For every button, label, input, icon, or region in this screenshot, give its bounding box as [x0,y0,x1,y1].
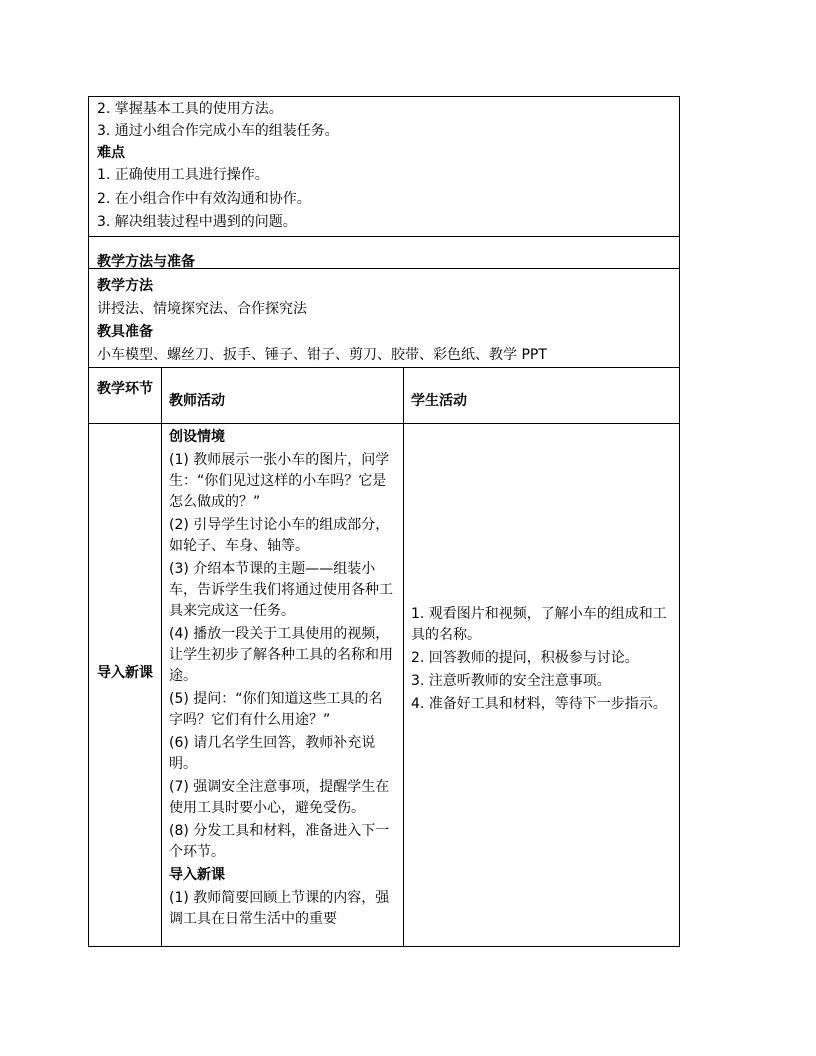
teacher-item: (8) 分发工具和材料，准备进入下一个环节。 [169,823,390,860]
student-item: 1. 观看图片和视频，了解小车的组成和工具的名称。 [411,606,667,643]
teacher-item: (4) 播放一段关于工具使用的视频，让学生初步了解各种工具的名称和用途。 [169,626,393,684]
methods-section-title: 教学方法与准备 [97,254,195,270]
teacher-item: (1) 教师展示一张小车的图片，问学生：“你们见过这样的小车吗？它是怎么做成的？” [169,452,390,510]
methods-text: 讲授法、情境探究法、合作探究法 [97,301,307,317]
difficulty-item-3: 3. 解决组装过程中遇到的问题。 [97,214,297,230]
teacher-activity [169,427,395,932]
header-teacher: 教师活动 [169,393,225,409]
teacher-item: (2) 引导学生讨论小车的组成部分，如轮子、车身、轴等。 [169,517,390,554]
teacher-item: (7) 强调安全注意事项，提醒学生在使用工具时要小心，避免受伤。 [169,779,390,816]
student-item: 3. 注意听教师的安全注意事项。 [411,673,611,689]
teacher-item: (6) 请几名学生回答，教师补充说明。 [169,735,376,772]
goals-row [89,97,679,236]
student-activity [411,604,667,717]
tools-text: 小车模型、螺丝刀、扳手、锤子、钳子、剪刀、胶带、彩色纸、教学 PPT [97,347,547,363]
teacher-item: (1) 教师简要回顾上节课的内容，强调工具在日常生活中的重要 [169,890,390,927]
column-divider [403,368,404,423]
teacher-heading-scenario: 创设情境 [169,429,225,445]
column-divider [161,368,162,423]
column-divider [403,424,404,946]
methods-heading: 教学方法 [97,278,153,294]
difficulty-item-2: 2. 在小组合作中有效沟通和协作。 [97,191,311,207]
goal-item-2: 2. 掌握基本工具的使用方法。 [97,101,283,117]
student-item: 2. 回答教师的提问，积极参与讨论。 [411,650,639,666]
methods-title-row [89,236,679,268]
header-stage: 教学环节 [97,381,153,397]
teacher-item: (3) 介绍本节课的主题——组装小车，告诉学生我们将通过使用各种工具来完成这一任务。 [169,561,393,619]
teacher-heading-intro: 导入新课 [169,867,225,883]
table-header-row [89,367,679,423]
teacher-item: (5) 提问：“你们知道这些工具的名字吗？它们有什么用途？” [169,691,383,728]
intro-row [89,423,679,946]
lesson-plan-table [88,96,680,947]
tools-heading: 教具准备 [97,324,153,340]
stage-label: 导入新课 [97,665,153,681]
student-item: 4. 准备好工具和材料，等待下一步指示。 [411,696,667,712]
column-divider [161,424,162,946]
difficulty-item-1: 1. 正确使用工具进行操作。 [97,167,269,183]
difficulty-heading: 难点 [97,145,125,161]
header-student: 学生活动 [411,393,467,409]
methods-row [89,268,679,367]
goal-item-3: 3. 通过小组合作完成小车的组装任务。 [97,123,339,139]
